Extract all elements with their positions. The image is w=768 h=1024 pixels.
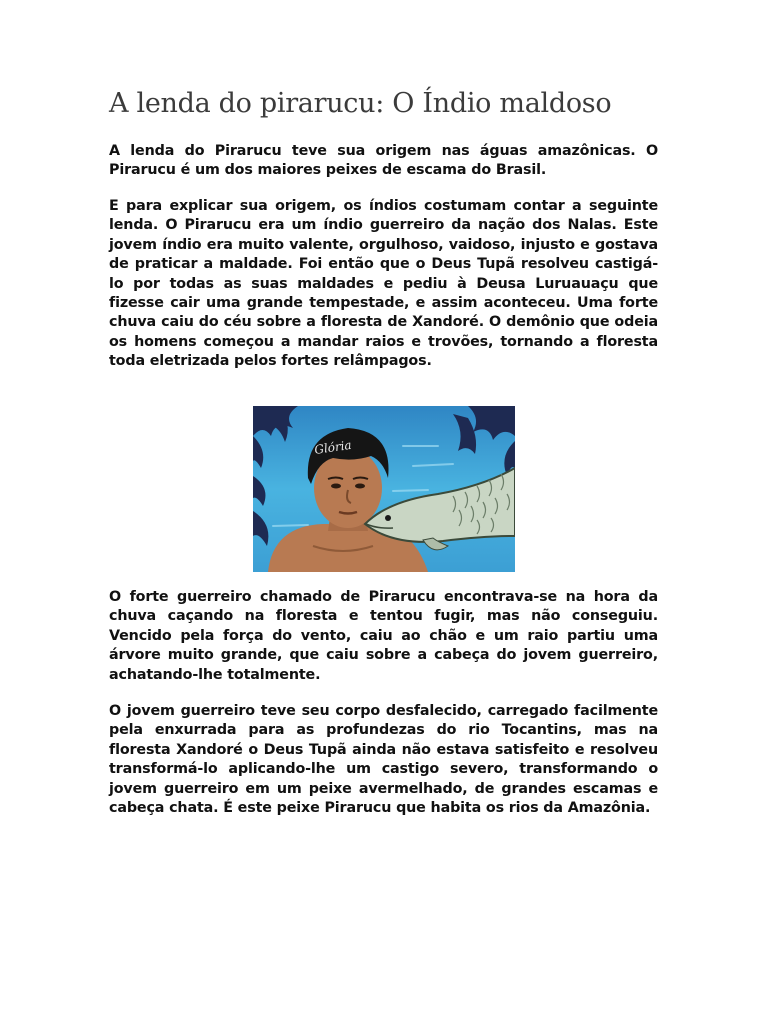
illustration-signature: Glória [313,437,353,457]
page-title: A lenda do pirarucu: O Índio maldoso [109,88,612,119]
pirarucu-illustration [253,406,515,572]
paragraph-2: E para explicar sua origem, os índios costumam contar a seguinte lenda. O Pirarucu era um índio guerreiro da nação dos Nalas. Este jovem índio era muito valente, orgulhoso, vaidoso, injusto e gostava de praticar a maldade. Foi então que o Deus Tupã resolveu castigá-lo por todas as suas maldades e pediu à Deusa Luruauaçu que fizesse cair uma grande tempestade, e assim aconteceu. Uma forte chuva caiu do céu sobre a floresta de Xandoré. O demônio que odeia os homens começou a mandar raios e trovões, tornando a floresta toda eletrizada pelos fortes relâmpagos. [109,198,658,370]
paragraph-3: O forte guerreiro chamado de Pirarucu encontrava-se na hora da chuva caçando na floresta e tentou fugir, mas não conseguiu. Vencido pela força do vento, caiu ao chão e um raio partiu uma árvore muito grande, que caiu sobre a cabeça do jovem guerreiro, achatando-lhe totalmente. [109,589,658,683]
paragraph-4: O jovem guerreiro teve seu corpo desfalecido, carregado facilmente pela enxurrada para as profundezas do rio Tocantins, mas na floresta Xandoré o Deus Tupã ainda não estava satisfeito e resolveu transformá-lo aplicando-lhe um castigo severo, transformando o jovem guerreiro em um peixe avermelhado, de grandes escamas e cabeça chata. É este peixe Pirarucu que habita os rios da Amazônia. [109,703,658,817]
paragraph-1: A lenda do Pirarucu teve sua origem nas águas amazônicas. O Pirarucu é um dos maiores peixes de escama do Brasil. [109,143,658,179]
